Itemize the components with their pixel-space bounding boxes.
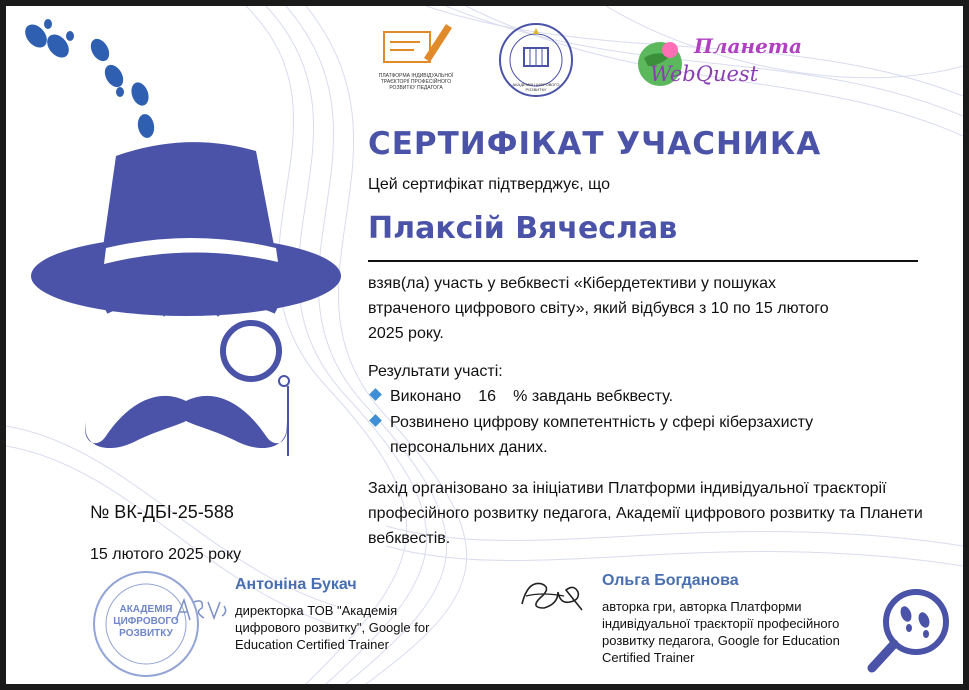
result-1-value: 16 <box>478 388 497 405</box>
certificate-title: СЕРТИФІКАТ УЧАСНИКА <box>368 126 822 162</box>
name-underline <box>368 260 918 262</box>
organizer-text: Захід організовано за ініціативи Платформи індивідуальної траєкторії професійного розвитку педагога, Академії цифрового розвитку та Планети вебквестів. <box>368 480 923 547</box>
signature-bogdanova <box>518 574 588 618</box>
signature-bukach <box>174 596 230 626</box>
diamond-bullet-icon <box>369 414 382 427</box>
webquest-word: WebQuest <box>650 62 759 86</box>
academy-logo <box>492 20 580 100</box>
stamp-line-1: АКАДЕМІЯ <box>119 604 173 615</box>
results-label: Результати участі: <box>368 363 503 380</box>
result-2-text: Розвинено цифрову компетентність у сфері кіберзахисту персональних даних. <box>390 414 814 456</box>
result-item-competence <box>368 410 910 460</box>
signer-1-role: директорка ТОВ "Академія цифрового розвитку", Google for Education Certified Trainer <box>235 603 430 652</box>
issue-date: 15 лютого 2025 року <box>90 546 242 563</box>
result-1-prefix: Виконано <box>390 388 462 405</box>
academy-logo-text: АКАДЕМІЯ ЦИФРОВОГО РОЗВИТКУ <box>512 82 560 92</box>
signer-2-name: Ольга Богданова <box>602 572 739 589</box>
result-item-completion <box>368 384 888 409</box>
detective-illustration <box>26 136 346 466</box>
platform-logo-text: ПЛАТФОРМА ІНДИВІДУАЛЬНОЇ ТРАЄКТОРІЇ ПРОФЕСІЙНОГО РОЗВИТКУ ПЕДАГОГА <box>378 73 454 91</box>
magnifier-icon <box>864 584 954 676</box>
footprints-icon <box>14 14 174 144</box>
diamond-bullet-icon <box>369 388 382 401</box>
stamp-line-3: РОЗВИТКУ <box>119 628 173 639</box>
participant-name: Плаксій Вячеслав <box>368 211 678 246</box>
platform-logo <box>374 20 458 92</box>
signer-2-role: авторка гри, авторка Платформи індивідуальної траєкторії професійного розвитку педагога, Google for Education Certified Trainer <box>602 599 840 665</box>
planet-word: Планета <box>694 34 802 58</box>
certificate-number: № ВК-ДБІ-25-588 <box>90 502 234 522</box>
signer-1-name: Антоніна Букач <box>235 576 357 593</box>
certificate-page <box>6 6 963 684</box>
stamp-line-2: ЦИФРОВОГО <box>113 616 179 627</box>
planet-webquest-logo <box>630 32 800 94</box>
confirm-text: Цей сертифікат підтверджує, що <box>368 176 611 193</box>
participation-text: взяв(ла) участь у вебквесті «Кібердетективи у пошуках втраченого цифрового світу», який відбувся з 10 по 15 лютого 2025 року. <box>368 275 829 342</box>
result-1-suffix: % завдань вебквесту. <box>513 388 674 405</box>
